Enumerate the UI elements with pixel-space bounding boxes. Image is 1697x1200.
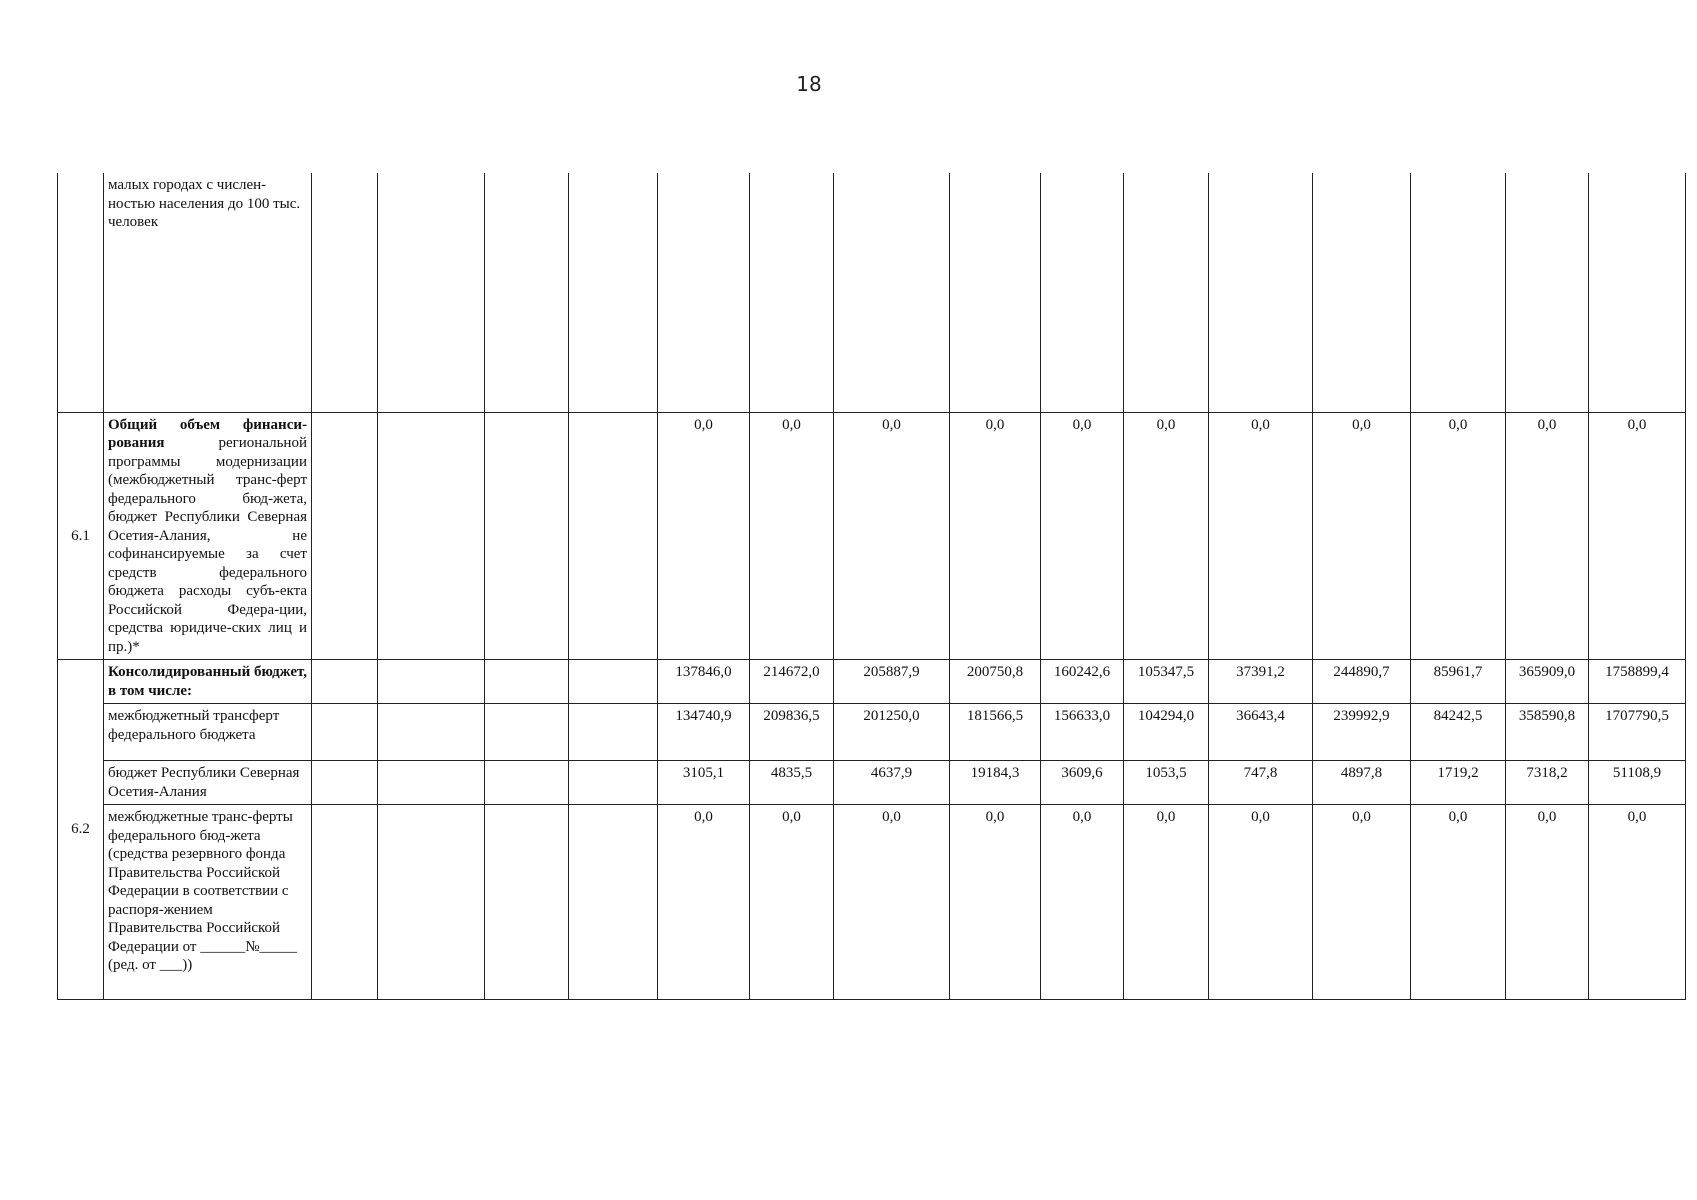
- value-cell: 134740,9: [658, 704, 750, 761]
- value-cell: 181566,5: [950, 704, 1041, 761]
- table-row-6-1: [58, 412, 1686, 660]
- value-cell: 0,0: [1313, 412, 1411, 660]
- value-cell: 244890,7: [1313, 660, 1411, 704]
- value-cell: 0,0: [950, 805, 1041, 1000]
- value-cell: 4637,9: [834, 761, 950, 805]
- row-index: 6.1: [58, 412, 104, 660]
- value-cell: 0,0: [1209, 805, 1313, 1000]
- page-number: 18: [796, 72, 822, 96]
- row-label: межбюджетные транс-ферты федерального бюд-жета (средства резервного фонда Правительства Российской Федерации в соответствии с распоря-жением Правительства Российской Федерации от ______№_____ (ред. от ___)): [104, 805, 312, 1000]
- table-row-6-2-republic: [58, 761, 1686, 805]
- value-cell: 104294,0: [1124, 704, 1209, 761]
- value-cell: 200750,8: [950, 660, 1041, 704]
- value-cell: 209836,5: [750, 704, 834, 761]
- value-cell: 0,0: [1313, 805, 1411, 1000]
- row-label-rest: региональной программы модернизации (межбюджетный транс-ферт федерального бюд-жета, бюджет Республики Северная Осетия-Алания, не софинансируемые за счет средств федерального бюджета расходы субъ-екта Российской Федера-ции, средства юридиче-ских лиц и пр.)*: [108, 435, 307, 655]
- value-cell: 0,0: [1506, 805, 1589, 1000]
- table-row-6-2-reserve: [58, 805, 1686, 1000]
- value-cell: 0,0: [1589, 805, 1686, 1000]
- financing-table: [57, 173, 1686, 1000]
- value-cell: 3609,6: [1041, 761, 1124, 805]
- table-row-6-2-total: [58, 660, 1686, 704]
- value-cell: 51108,9: [1589, 761, 1686, 805]
- value-cell: 0,0: [1506, 412, 1589, 660]
- value-cell: 4897,8: [1313, 761, 1411, 805]
- value-cell: 105347,5: [1124, 660, 1209, 704]
- value-cell: 0,0: [1041, 412, 1124, 660]
- value-cell: 0,0: [1209, 412, 1313, 660]
- value-cell: 37391,2: [1209, 660, 1313, 704]
- value-cell: 0,0: [658, 805, 750, 1000]
- value-cell: 36643,4: [1209, 704, 1313, 761]
- row-label: Консолидированный бюджет, в том числе:: [104, 660, 312, 704]
- value-cell: 84242,5: [1411, 704, 1506, 761]
- row-label-bold: Общий объем финанси-рования: [108, 416, 307, 451]
- value-cell: 1053,5: [1124, 761, 1209, 805]
- value-cell: 156633,0: [1041, 704, 1124, 761]
- value-cell: 0,0: [1411, 805, 1506, 1000]
- value-cell: 0,0: [658, 412, 750, 660]
- value-cell: 7318,2: [1506, 761, 1589, 805]
- value-cell: 365909,0: [1506, 660, 1589, 704]
- value-cell: 747,8: [1209, 761, 1313, 805]
- value-cell: 0,0: [1589, 412, 1686, 660]
- row-label: малых городах с числен-ностью населения до 100 тыс. человек: [104, 173, 312, 412]
- value-cell: 201250,0: [834, 704, 950, 761]
- row-index: 6.2: [58, 660, 104, 1000]
- value-cell: 0,0: [834, 805, 950, 1000]
- value-cell: 0,0: [1041, 805, 1124, 1000]
- value-cell: 0,0: [950, 412, 1041, 660]
- value-cell: 0,0: [1124, 805, 1209, 1000]
- row-label: бюджет Республики Северная Осетия-Алания: [104, 761, 312, 805]
- value-cell: 19184,3: [950, 761, 1041, 805]
- value-cell: 160242,6: [1041, 660, 1124, 704]
- row-label: [104, 412, 312, 660]
- value-cell: 3105,1: [658, 761, 750, 805]
- value-cell: 358590,8: [1506, 704, 1589, 761]
- value-cell: 1719,2: [1411, 761, 1506, 805]
- value-cell: 0,0: [1411, 412, 1506, 660]
- value-cell: 205887,9: [834, 660, 950, 704]
- value-cell: 239992,9: [1313, 704, 1411, 761]
- row-label: межбюджетный трансферт федерального бюджета: [104, 704, 312, 761]
- value-cell: 1758899,4: [1589, 660, 1686, 704]
- value-cell: 137846,0: [658, 660, 750, 704]
- value-cell: 0,0: [834, 412, 950, 660]
- value-cell: 0,0: [750, 412, 834, 660]
- value-cell: 4835,5: [750, 761, 834, 805]
- index-cell: [58, 173, 104, 412]
- value-cell: 214672,0: [750, 660, 834, 704]
- value-cell: 85961,7: [1411, 660, 1506, 704]
- value-cell: 0,0: [750, 805, 834, 1000]
- value-cell: 0,0: [1124, 412, 1209, 660]
- table-row-6-2-federal: [58, 704, 1686, 761]
- table-row-continuation: [58, 173, 1686, 412]
- value-cell: 1707790,5: [1589, 704, 1686, 761]
